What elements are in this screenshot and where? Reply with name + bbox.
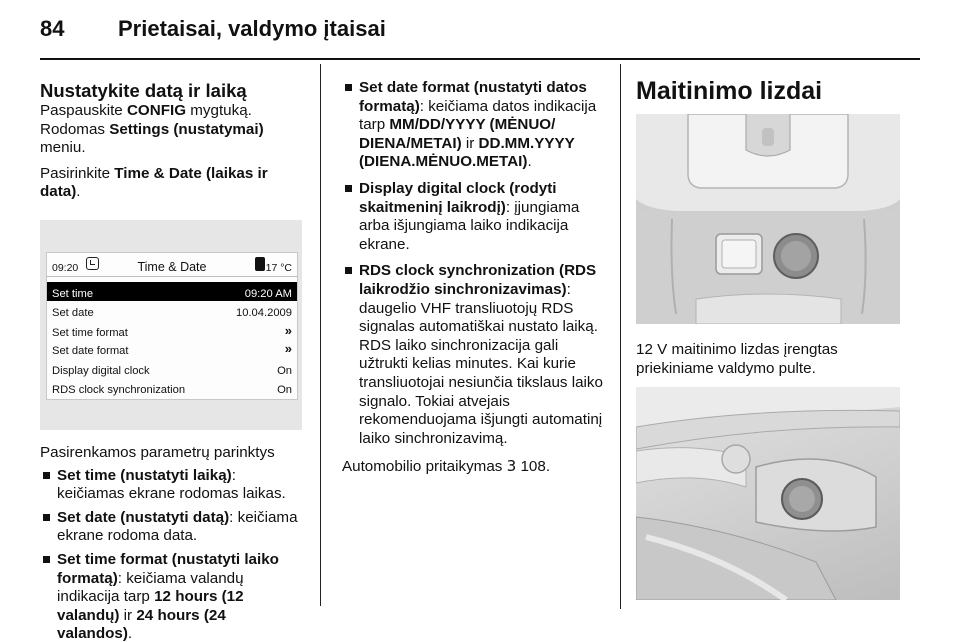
bullet-marker bbox=[43, 472, 50, 479]
menu-row-set-date-format: Set date format » bbox=[52, 340, 292, 357]
column-left bbox=[40, 62, 302, 642]
bullet-set-time-format: Set time format (nustatyti laiko formatą): keičiama valandų indikacija tarp 12 hours (12 valandų) ir 24 hours (24 valandos). bbox=[40, 551, 302, 642]
config-keyword: CONFIG bbox=[126, 102, 187, 119]
power-outlet-photo bbox=[636, 387, 900, 600]
display-title-bar bbox=[47, 253, 297, 277]
phone-icon bbox=[255, 257, 265, 271]
column-divider bbox=[620, 64, 621, 609]
section-heading-date-time: Nustatykite datą ir laiką bbox=[40, 80, 247, 101]
settings-keyword: Settings (nustatymai) bbox=[109, 120, 264, 138]
paragraph-config: Paspauskite CONFIG mygtuką. Rodomas Settings (nustatymai) meniu. bbox=[40, 102, 264, 157]
arrow-reference-icon: 3 bbox=[506, 457, 517, 476]
page-number: 84 bbox=[40, 16, 65, 41]
bullet-set-date-format: Set date format (nustatyti datos formatą): keičiama datos indikacija tarp MM/DD/YYYY (MĖNUO/ DIENA/METAI) ir DD.MM.YYYY (DIENA.MĖNUO.METAI). bbox=[342, 79, 606, 172]
column-divider bbox=[320, 64, 321, 606]
paragraph-select: Pasirinkite Time & Date (laikas ir data). bbox=[40, 164, 268, 201]
bullet-display-digital-clock: Display digital clock (rodyti skaitmeninį laikrodį): įjungiama arba išjungiama laiko indikacija ekrane. bbox=[342, 180, 606, 254]
chevron-right-icon: » bbox=[284, 322, 292, 338]
display-screen bbox=[46, 252, 298, 400]
bullet-marker bbox=[345, 185, 352, 192]
column-middle bbox=[342, 62, 606, 477]
bullet-set-time: Set time (nustatyti laiką): keičiamas ekrane rodomas laikas. bbox=[40, 467, 302, 504]
page-title: Prietaisai, valdymo įtaisai bbox=[118, 16, 386, 41]
column-right bbox=[636, 62, 900, 600]
options-intro: Pasirenkamos parametrų parinktys bbox=[40, 443, 275, 461]
header-rule bbox=[40, 58, 920, 60]
menu-row-set-time: Set time 09:20 AM bbox=[47, 282, 297, 301]
bullet-marker bbox=[43, 556, 50, 563]
cross-reference: Automobilio pritaikymas 3 108. bbox=[342, 457, 551, 476]
menu-row-rds-clock-sync: RDS clock synchronization On bbox=[52, 383, 292, 396]
display-time: 09:20 bbox=[52, 261, 79, 274]
display-screenshot bbox=[40, 220, 302, 430]
bullet-marker bbox=[345, 84, 352, 91]
display-title: Time & Date bbox=[137, 259, 207, 274]
menu-row-set-time-format: Set time format » bbox=[52, 322, 292, 339]
time-date-keyword: Time & Date (laikas ir data) bbox=[40, 164, 268, 201]
bullet-marker bbox=[345, 267, 352, 274]
menu-row-set-date: Set date 10.04.2009 bbox=[52, 306, 292, 319]
display-temperature: 17 °C bbox=[265, 261, 292, 274]
console-illustration bbox=[636, 114, 900, 324]
bullet-marker bbox=[43, 514, 50, 521]
chevron-right-icon: » bbox=[284, 340, 292, 356]
power-outlet-caption: 12 V maitinimo lizdas įrengtas priekiniame valdymo pulte. bbox=[636, 341, 838, 377]
bullet-rds-clock-sync: RDS clock synchronization (RDS laikrodžio sinchronizavimas): daugelio VHF transliuotojų RDS signalas automatiškai nustato laiką. RDS laiko sinchronizacija gali užtrukti kelias minutes. Kai kurie transliuotojai nesiunčia tikslaus laiko signalo. Tokiai atvejais rekomenduojama išjungti automatinį laiko sinchronizavimą. bbox=[342, 262, 606, 448]
console-photo bbox=[636, 114, 900, 324]
menu-row-display-digital-clock: Display digital clock On bbox=[52, 364, 292, 377]
bullet-set-date: Set date (nustatyti datą): keičiama ekrane rodoma data. bbox=[40, 509, 302, 546]
section-heading-power-outlets: Maitinimo lizdai bbox=[636, 77, 823, 105]
power-outlet-illustration bbox=[636, 387, 900, 600]
